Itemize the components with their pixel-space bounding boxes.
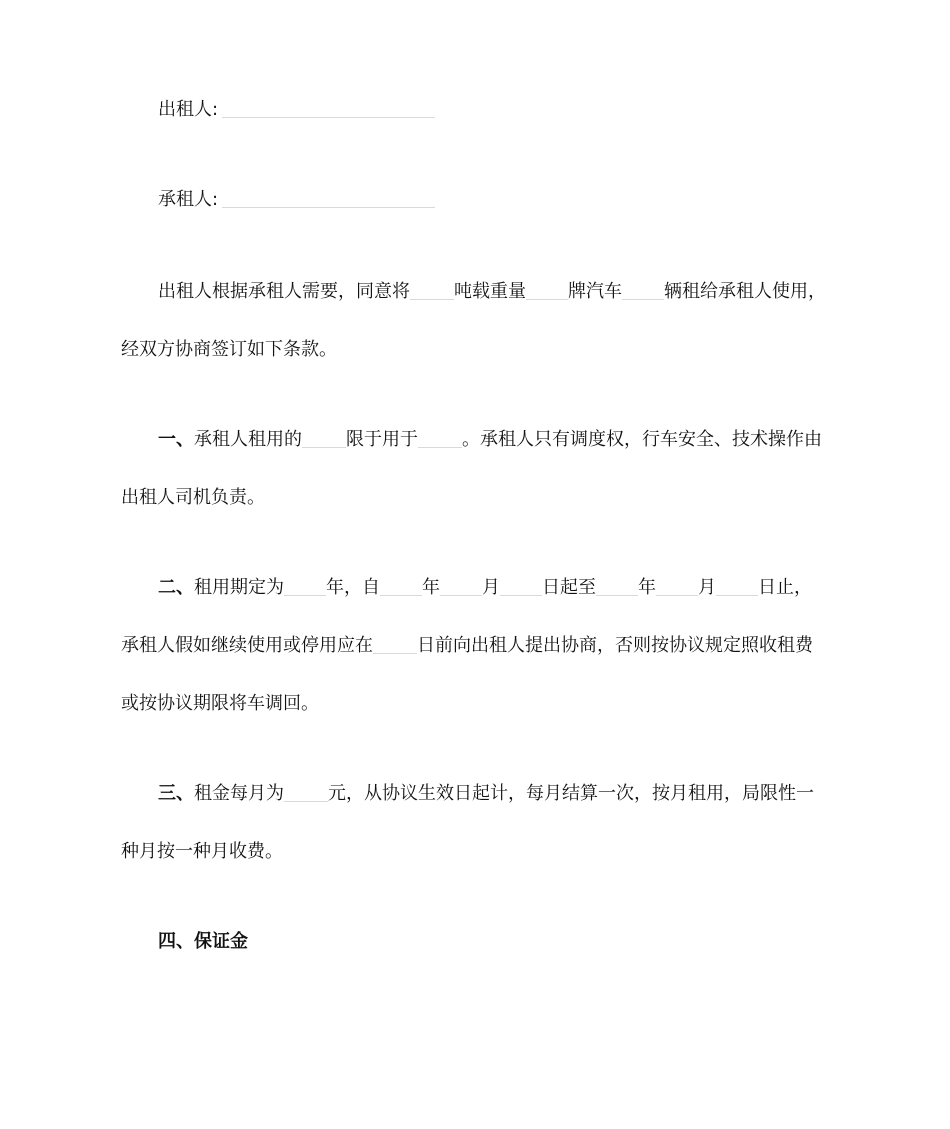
intro-line-1	[121, 280, 868, 304]
intro-text-1: 出租人根据承租人需要，同意将	[158, 281, 410, 302]
lessee-label: 承租人:	[158, 189, 219, 210]
clause1-text-1: 承租人租用的	[194, 429, 302, 450]
clause2-text-3: 年	[422, 577, 440, 598]
clause3-text-3: 种月按一种月收费。	[121, 841, 283, 862]
term-years-blank	[284, 577, 326, 596]
usage-blank	[418, 429, 462, 448]
start-month-blank	[440, 577, 482, 596]
intro-text-3: 牌汽车	[568, 281, 622, 302]
vehicle-count-blank	[622, 281, 664, 300]
clause3-line-1	[121, 782, 868, 806]
clause2-text-4: 月	[482, 577, 500, 598]
clause2-text-1: 租用期定为	[194, 577, 284, 598]
clause2-text-6: 年	[638, 577, 656, 598]
rented-item-blank	[302, 429, 346, 448]
intro-text-2: 吨载重量	[454, 281, 526, 302]
lessee-blank	[222, 189, 435, 208]
lessee-line	[121, 188, 868, 212]
clause1-text-4: 出租人司机负责。	[121, 487, 265, 508]
intro-text-5: 经双方协商签订如下条款。	[121, 339, 337, 360]
clause1-text-2: 限于用于	[346, 429, 418, 450]
clause2-text-11: 或按协议期限将车调回。	[121, 693, 319, 714]
lessor-label: 出租人:	[158, 99, 219, 120]
clause3-line-2	[121, 840, 831, 864]
clause2-text-7: 月	[698, 577, 716, 598]
clause4-line-1	[121, 930, 868, 954]
clause1-text-3: 。承租人只有调度权，行车安全、技术操作由	[462, 429, 822, 450]
clause2-line-1	[121, 576, 868, 600]
clause4-heading: 四、保证金	[158, 931, 248, 952]
tonnage-blank	[410, 281, 454, 300]
clause1-line-1	[121, 428, 868, 452]
clause3-heading: 三、	[158, 783, 194, 804]
clause2-text-5: 日起至	[542, 577, 596, 598]
clause2-text-10: 日前向出租人提出协商，否则按协议规定照收租费	[417, 635, 813, 656]
clause2-line-3	[121, 692, 831, 716]
end-month-blank	[656, 577, 698, 596]
clause2-text-9: 承租人假如继续使用或停用应在	[121, 635, 373, 656]
monthly-rent-blank	[284, 783, 328, 802]
notice-days-blank	[373, 635, 417, 654]
end-day-blank	[716, 577, 758, 596]
brand-blank	[526, 281, 568, 300]
clause3-text-2: 元，从协议生效日起计，每月结算一次，按月租用，局限性一	[328, 783, 814, 804]
start-day-blank	[500, 577, 542, 596]
clause2-text-8: 日止，	[758, 577, 812, 598]
intro-text-4: 辆租给承租人使用，	[664, 281, 826, 302]
lessor-blank	[222, 99, 435, 118]
start-year-blank	[380, 577, 422, 596]
intro-line-2	[121, 338, 831, 362]
clause1-line-2	[121, 486, 831, 510]
clause2-heading: 二、	[158, 577, 194, 598]
clause1-heading: 一、	[158, 429, 194, 450]
clause2-text-2: 年，自	[326, 577, 380, 598]
clause3-text-1: 租金每月为	[194, 783, 284, 804]
lessor-line	[121, 98, 868, 122]
clause2-line-2	[121, 634, 831, 658]
end-year-blank	[596, 577, 638, 596]
